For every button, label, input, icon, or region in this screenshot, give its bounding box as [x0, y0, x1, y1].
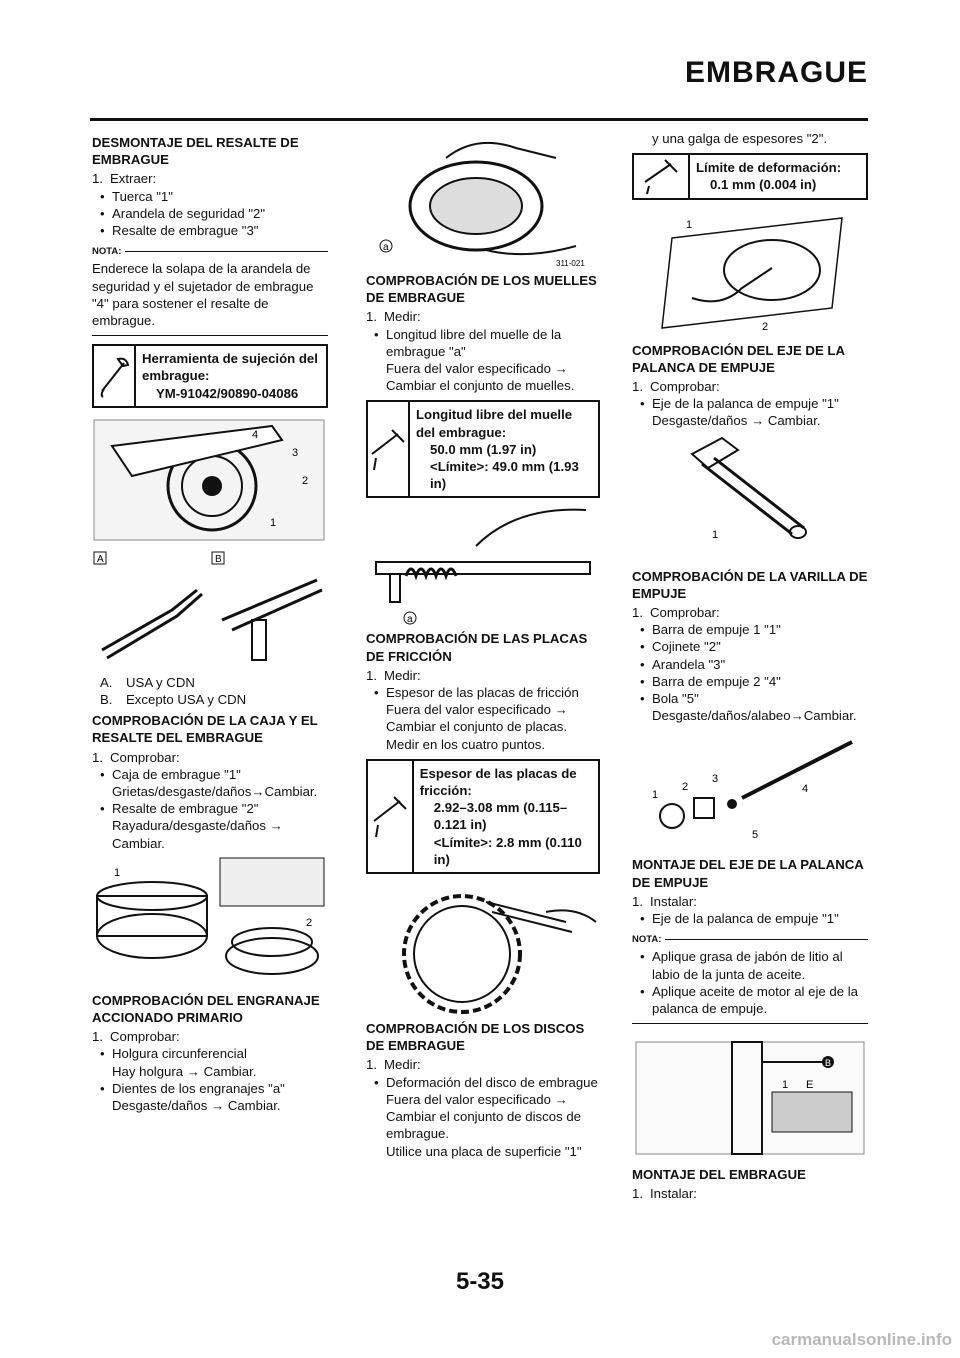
step: 1. Instalar: — [632, 1186, 697, 1202]
disc-warpage-figure — [632, 208, 868, 338]
figure-label: A — [97, 553, 104, 565]
section-title: COMPROBACIÓN DE LA VARILLA DE EMPUJE — [632, 568, 868, 601]
section-title: DESMONTAJE DEL RESALTE DE EMBRAGUE — [92, 135, 299, 168]
bullet-detail: Cambiar el conjunto de discos de embrague. — [386, 1109, 581, 1142]
tool-spec-box — [92, 344, 328, 408]
bullet: • Deformación del disco de embrague — [366, 1074, 600, 1091]
bullet: • Barra de empuje 1 "1" — [632, 621, 868, 638]
bullet: • Resalte de embrague "3" — [92, 222, 328, 239]
bullet: • Eje de la palanca de empuje "1" — [632, 910, 868, 927]
caption-a: A. USA y CDN — [100, 674, 195, 690]
spec-limit: <Límite>: 2.8 mm (0.110 in) — [433, 834, 582, 867]
bullet: • Espesor de las placas de fricción — [366, 684, 600, 701]
spec-box — [366, 759, 600, 874]
bullet-detail: Cambiar el conjunto de placas. — [386, 719, 568, 735]
section-title: COMPROBACIÓN DEL EJE DE LA PALANCA DE EMPUJE — [632, 342, 845, 375]
spec-box — [632, 153, 868, 199]
callout-label: 2 — [306, 916, 313, 929]
section-title: COMPROBACIÓN DE LA CAJA Y EL RESALTE DEL EMBRAGUE — [92, 713, 318, 746]
callout-label: 4 — [252, 428, 259, 441]
bullet-detail: Desgaste/daños → Cambiar. — [112, 1098, 281, 1114]
caliper-icon — [634, 155, 690, 197]
nota-text: Enderece la solapa de la arandela de seguridad y el sujetador de embrague "4" para sostener el resalte de embrague. — [92, 261, 314, 329]
bullet: • Holgura circunferencial — [92, 1045, 328, 1062]
bullet: • Tuerca "1" — [92, 188, 328, 205]
section-title: MONTAJE DEL EJE DE LA PALANCA DE EMPUJE — [632, 857, 864, 890]
tool-title: Herramienta de sujeción del embrague: — [142, 351, 318, 384]
callout-label: 1 — [114, 866, 121, 879]
bullet-detail: Medir en los cuatro puntos. — [386, 736, 546, 752]
clutch-tools-figure — [92, 550, 328, 670]
spec-title: Espesor de las placas de fricción: — [419, 765, 577, 799]
bullet: • Dientes de los engranajes "a" — [92, 1080, 328, 1097]
step: 1. Medir: — [366, 309, 421, 325]
wrench-icon — [94, 346, 136, 406]
nota-label: NOTA: — [92, 243, 328, 260]
callout-label: 3 — [292, 446, 299, 459]
spec-value: 2.92–3.08 mm (0.115–0.121 in) — [433, 800, 568, 833]
bullet-detail: Hay holgura → Cambiar. — [112, 1063, 257, 1079]
section-title: COMPROBACIÓN DE LOS DISCOS DE EMBRAGUE — [366, 1021, 585, 1054]
step: 1. Comprobar: — [92, 1029, 180, 1045]
callout-label: 3 — [712, 773, 719, 786]
bullet: • Resalte de embrague "2" — [92, 800, 328, 817]
callout-label: 1 — [712, 528, 719, 541]
bullet: • Eje de la palanca de empuje "1" — [632, 395, 868, 412]
spec-limit: <Límite>: 49.0 mm (1.93 in) — [430, 459, 579, 492]
caliper-icon — [368, 761, 414, 872]
caption-b: B. Excepto USA y CDN — [100, 692, 247, 708]
step: 1. Medir: — [366, 667, 421, 683]
push-rod-figure — [632, 728, 868, 852]
bullet: • Bola "5" — [632, 690, 868, 707]
spec-value: 50.0 mm (1.97 in) — [430, 441, 537, 457]
callout-label: 2 — [302, 474, 309, 487]
step: 1. Instalar: — [632, 893, 697, 909]
bullet-detail: Fuera del valor especificado → — [386, 1091, 568, 1107]
page-number: 5-35 — [455, 1268, 505, 1295]
bullet-detail: Fuera del valor especificado → — [386, 361, 568, 377]
clutch-holder-figure — [92, 416, 328, 546]
section-title: MONTAJE DEL EMBRAGUE — [632, 1167, 806, 1183]
spec-box — [366, 400, 600, 498]
section-title: COMPROBACIÓN DE LAS PLACAS DE FRICCIÓN — [366, 631, 588, 664]
callout-label: 5 — [752, 829, 759, 842]
bullet-detail: Rayadura/desgaste/daños → Cambiar. — [112, 818, 283, 851]
nota-rule — [632, 1023, 868, 1024]
step: 1. Comprobar: — [632, 605, 720, 621]
friction-plate-figure — [366, 882, 600, 1016]
tool-value: YM-91042/90890-04086 — [156, 385, 299, 401]
callout-label: a — [383, 242, 389, 253]
nota-label: NOTA: — [632, 931, 868, 948]
callout-label: a — [407, 614, 413, 626]
continued-text: y una galga de espesores "2". — [652, 131, 828, 146]
bullet-detail: Desgaste/daños/alabeo→Cambiar. — [652, 708, 857, 724]
column-1 — [92, 130, 328, 1114]
nota-bullet: • Aplique aceite de motor al eje de la palanca de empuje. — [632, 983, 868, 1017]
bullet-detail: Utilice una placa de superficie "1" — [386, 1143, 582, 1159]
section-title: COMPROBACIÓN DEL ENGRANAJE ACCIONADO PRIMARIO — [92, 992, 320, 1026]
step: 1. Extraer: — [92, 171, 157, 187]
bullet: • Caja de embrague "1" — [92, 766, 328, 783]
section-title: COMPROBACIÓN DE LOS MUELLES DE EMBRAGUE — [366, 273, 597, 306]
push-lever-shaft-figure — [632, 434, 868, 564]
bullet: • Arandela "3" — [632, 656, 868, 673]
bullet: • Barra de empuje 2 "4" — [632, 673, 868, 690]
figure-code: 311-021 — [556, 259, 585, 268]
step: 1. Comprobar: — [92, 749, 180, 765]
caliper-icon — [368, 402, 410, 496]
column-2 — [366, 130, 600, 1160]
spec-value: 0.1 mm (0.004 in) — [710, 177, 817, 193]
watermark: carmanualsonline.info — [771, 1330, 952, 1349]
spring-caliper-figure — [366, 506, 600, 626]
figure-label: B — [215, 553, 222, 565]
callout-label: 2 — [762, 320, 769, 333]
step: 1. Medir: — [366, 1057, 421, 1073]
spec-title: Límite de deformación: — [696, 160, 842, 176]
bullet-detail: Grietas/desgaste/daños→Cambiar. — [112, 784, 318, 800]
callout-label: 1 — [782, 1079, 789, 1092]
page-title: EMBRAGUE — [684, 56, 868, 89]
callout-label: B — [825, 1058, 832, 1069]
callout-label: 1 — [270, 516, 277, 529]
nota-bullet: • Aplique grasa de jabón de litio al labio de la junta de aceite. — [632, 948, 868, 982]
nota-rule — [92, 335, 328, 336]
bullet-detail: Cambiar el conjunto de muelles. — [386, 378, 575, 394]
callout-label: 2 — [682, 781, 689, 794]
lever-shaft-install-figure — [632, 1032, 868, 1162]
callout-label: 1 — [686, 218, 693, 231]
step: 1. Comprobar: — [632, 379, 720, 395]
spec-title: Longitud libre del muelle del embrague: — [416, 407, 573, 440]
callout-label: 1 — [652, 789, 659, 802]
callout-label: 4 — [802, 783, 809, 796]
clutch-housing-figure — [92, 856, 328, 988]
bullet: • Cojinete "2" — [632, 638, 868, 655]
clutch-spring-hand-figure — [366, 134, 600, 268]
callout-label: E — [806, 1079, 814, 1092]
header-rule — [90, 118, 868, 121]
bullet: • Longitud libre del muelle de la embrague "a" — [366, 326, 600, 360]
column-3 — [632, 130, 868, 1203]
bullet: • Arandela de seguridad "2" — [92, 205, 328, 222]
bullet-detail: Desgaste/daños → Cambiar. — [652, 413, 821, 429]
bullet-detail: Fuera del valor especificado → — [386, 702, 568, 718]
